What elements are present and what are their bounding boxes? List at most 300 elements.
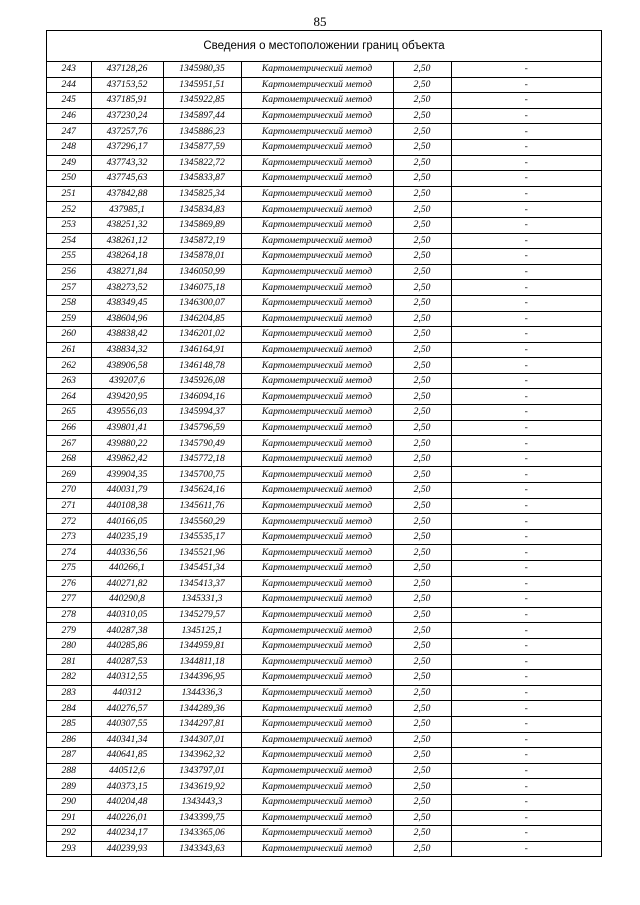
- method-cell: Картометрический метод: [241, 638, 393, 654]
- point-number-cell: 282: [47, 670, 91, 686]
- note-cell: -: [451, 295, 601, 311]
- y-coordinate-cell: 1345413,37: [163, 576, 241, 592]
- point-number-cell: 289: [47, 779, 91, 795]
- note-cell: -: [451, 420, 601, 436]
- table-row: [47, 202, 601, 218]
- note-cell: -: [451, 810, 601, 826]
- method-cell: Картометрический метод: [241, 420, 393, 436]
- note-cell: -: [451, 670, 601, 686]
- y-coordinate-cell: 1345951,51: [163, 77, 241, 93]
- accuracy-cell: 2,50: [393, 217, 451, 233]
- accuracy-cell: 2,50: [393, 155, 451, 171]
- method-cell: Картометрический метод: [241, 233, 393, 249]
- method-cell: Картометрический метод: [241, 93, 393, 109]
- point-number-cell: 262: [47, 358, 91, 374]
- accuracy-cell: 2,50: [393, 280, 451, 296]
- x-coordinate-cell: 439207,6: [91, 373, 163, 389]
- accuracy-cell: 2,50: [393, 186, 451, 202]
- accuracy-cell: 2,50: [393, 327, 451, 343]
- x-coordinate-cell: 440287,38: [91, 623, 163, 639]
- accuracy-cell: 2,50: [393, 358, 451, 374]
- note-cell: -: [451, 155, 601, 171]
- table-row: [47, 77, 601, 93]
- table-row: [47, 483, 601, 499]
- method-cell: Картометрический метод: [241, 841, 393, 856]
- accuracy-cell: 2,50: [393, 607, 451, 623]
- method-cell: Картометрический метод: [241, 763, 393, 779]
- table-row: [47, 779, 601, 795]
- accuracy-cell: 2,50: [393, 139, 451, 155]
- accuracy-cell: 2,50: [393, 529, 451, 545]
- method-cell: Картометрический метод: [241, 592, 393, 608]
- point-number-cell: 255: [47, 249, 91, 265]
- x-coordinate-cell: 440204,48: [91, 794, 163, 810]
- table-row: [47, 514, 601, 530]
- method-cell: Картометрический метод: [241, 405, 393, 421]
- method-cell: Картометрический метод: [241, 810, 393, 826]
- method-cell: Картометрический метод: [241, 467, 393, 483]
- note-cell: -: [451, 202, 601, 218]
- note-cell: -: [451, 249, 601, 265]
- method-cell: Картометрический метод: [241, 576, 393, 592]
- table-row: [47, 670, 601, 686]
- note-cell: -: [451, 841, 601, 856]
- note-cell: -: [451, 701, 601, 717]
- x-coordinate-cell: 437743,32: [91, 155, 163, 171]
- table-row: [47, 217, 601, 233]
- x-coordinate-cell: 437745,63: [91, 171, 163, 187]
- x-coordinate-cell: 438834,32: [91, 342, 163, 358]
- accuracy-cell: 2,50: [393, 124, 451, 140]
- note-cell: -: [451, 124, 601, 140]
- x-coordinate-cell: 437230,24: [91, 108, 163, 124]
- point-number-cell: 247: [47, 124, 91, 140]
- accuracy-cell: 2,50: [393, 202, 451, 218]
- table-row: [47, 826, 601, 842]
- accuracy-cell: 2,50: [393, 108, 451, 124]
- accuracy-cell: 2,50: [393, 498, 451, 514]
- accuracy-cell: 2,50: [393, 810, 451, 826]
- point-number-cell: 254: [47, 233, 91, 249]
- y-coordinate-cell: 1345125,1: [163, 623, 241, 639]
- point-number-cell: 275: [47, 561, 91, 577]
- x-coordinate-cell: 439556,03: [91, 405, 163, 421]
- y-coordinate-cell: 1346164,91: [163, 342, 241, 358]
- accuracy-cell: 2,50: [393, 561, 451, 577]
- note-cell: -: [451, 592, 601, 608]
- y-coordinate-cell: 1346300,07: [163, 295, 241, 311]
- accuracy-cell: 2,50: [393, 592, 451, 608]
- table-row: [47, 685, 601, 701]
- table-row: [47, 327, 601, 343]
- x-coordinate-cell: 440512,6: [91, 763, 163, 779]
- point-number-cell: 279: [47, 623, 91, 639]
- accuracy-cell: 2,50: [393, 405, 451, 421]
- y-coordinate-cell: 1344396,95: [163, 670, 241, 686]
- method-cell: Картометрический метод: [241, 748, 393, 764]
- table-row: [47, 545, 601, 561]
- table-header: Сведения о местоположении границ объекта: [47, 31, 601, 62]
- table-row: [47, 576, 601, 592]
- y-coordinate-cell: 1345822,72: [163, 155, 241, 171]
- table-row: [47, 498, 601, 514]
- x-coordinate-cell: 440287,53: [91, 654, 163, 670]
- point-number-cell: 292: [47, 826, 91, 842]
- y-coordinate-cell: 1345535,17: [163, 529, 241, 545]
- page-number: 85: [313, 14, 327, 29]
- point-number-cell: 244: [47, 77, 91, 93]
- y-coordinate-cell: 1346204,85: [163, 311, 241, 327]
- table-row: [47, 467, 601, 483]
- point-number-cell: 261: [47, 342, 91, 358]
- y-coordinate-cell: 1344289,36: [163, 701, 241, 717]
- x-coordinate-cell: 438273,52: [91, 280, 163, 296]
- method-cell: Картометрический метод: [241, 436, 393, 452]
- accuracy-cell: 2,50: [393, 233, 451, 249]
- y-coordinate-cell: 1345922,85: [163, 93, 241, 109]
- note-cell: -: [451, 545, 601, 561]
- y-coordinate-cell: 1343443,3: [163, 794, 241, 810]
- y-coordinate-cell: 1346148,78: [163, 358, 241, 374]
- x-coordinate-cell: 440310,05: [91, 607, 163, 623]
- method-cell: Картометрический метод: [241, 498, 393, 514]
- note-cell: -: [451, 389, 601, 405]
- accuracy-cell: 2,50: [393, 467, 451, 483]
- point-number-cell: 248: [47, 139, 91, 155]
- table-row: [47, 623, 601, 639]
- note-cell: -: [451, 77, 601, 93]
- x-coordinate-cell: 437128,26: [91, 62, 163, 77]
- y-coordinate-cell: 1343797,01: [163, 763, 241, 779]
- y-coordinate-cell: 1345451,34: [163, 561, 241, 577]
- table-row: [47, 732, 601, 748]
- note-cell: -: [451, 607, 601, 623]
- note-cell: -: [451, 794, 601, 810]
- table-row: [47, 171, 601, 187]
- accuracy-cell: 2,50: [393, 264, 451, 280]
- y-coordinate-cell: 1345790,49: [163, 436, 241, 452]
- x-coordinate-cell: 438906,58: [91, 358, 163, 374]
- note-cell: -: [451, 561, 601, 577]
- point-number-cell: 258: [47, 295, 91, 311]
- table-row: [47, 124, 601, 140]
- point-number-cell: 291: [47, 810, 91, 826]
- x-coordinate-cell: 440235,19: [91, 529, 163, 545]
- y-coordinate-cell: 1343365,06: [163, 826, 241, 842]
- table-row: [47, 654, 601, 670]
- point-number-cell: 256: [47, 264, 91, 280]
- x-coordinate-cell: 437153,52: [91, 77, 163, 93]
- note-cell: -: [451, 826, 601, 842]
- note-cell: -: [451, 654, 601, 670]
- note-cell: -: [451, 498, 601, 514]
- accuracy-cell: 2,50: [393, 748, 451, 764]
- y-coordinate-cell: 1345877,59: [163, 139, 241, 155]
- table-row: [47, 249, 601, 265]
- point-number-cell: 277: [47, 592, 91, 608]
- point-number-cell: 288: [47, 763, 91, 779]
- y-coordinate-cell: 1346050,99: [163, 264, 241, 280]
- method-cell: Картометрический метод: [241, 358, 393, 374]
- point-number-cell: 269: [47, 467, 91, 483]
- x-coordinate-cell: 440341,34: [91, 732, 163, 748]
- accuracy-cell: 2,50: [393, 841, 451, 856]
- table-row: [47, 373, 601, 389]
- coordinates-table-body: [47, 62, 601, 856]
- x-coordinate-cell: 440312,55: [91, 670, 163, 686]
- y-coordinate-cell: 1345825,34: [163, 186, 241, 202]
- point-number-cell: 273: [47, 529, 91, 545]
- y-coordinate-cell: 1345772,18: [163, 451, 241, 467]
- y-coordinate-cell: 1345878,01: [163, 249, 241, 265]
- method-cell: Картометрический метод: [241, 264, 393, 280]
- point-number-cell: 263: [47, 373, 91, 389]
- point-number-cell: 249: [47, 155, 91, 171]
- note-cell: -: [451, 280, 601, 296]
- table-row: [47, 108, 601, 124]
- table-row: [47, 139, 601, 155]
- note-cell: -: [451, 436, 601, 452]
- table-row: [47, 529, 601, 545]
- note-cell: -: [451, 623, 601, 639]
- y-coordinate-cell: 1345886,23: [163, 124, 241, 140]
- method-cell: Картометрический метод: [241, 124, 393, 140]
- boundary-table-frame: [46, 30, 602, 857]
- x-coordinate-cell: 440266,1: [91, 561, 163, 577]
- point-number-cell: 280: [47, 638, 91, 654]
- y-coordinate-cell: 1344959,81: [163, 638, 241, 654]
- table-row: [47, 763, 601, 779]
- x-coordinate-cell: 440234,17: [91, 826, 163, 842]
- y-coordinate-cell: 1345279,57: [163, 607, 241, 623]
- x-coordinate-cell: 437985,1: [91, 202, 163, 218]
- x-coordinate-cell: 437842,88: [91, 186, 163, 202]
- method-cell: Картометрический метод: [241, 217, 393, 233]
- note-cell: -: [451, 514, 601, 530]
- accuracy-cell: 2,50: [393, 514, 451, 530]
- y-coordinate-cell: 1345624,16: [163, 483, 241, 499]
- accuracy-cell: 2,50: [393, 62, 451, 77]
- table-row: [47, 451, 601, 467]
- y-coordinate-cell: 1345897,44: [163, 108, 241, 124]
- note-cell: -: [451, 373, 601, 389]
- note-cell: -: [451, 217, 601, 233]
- x-coordinate-cell: 440226,01: [91, 810, 163, 826]
- table-row: [47, 638, 601, 654]
- point-number-cell: 290: [47, 794, 91, 810]
- method-cell: Картометрический метод: [241, 794, 393, 810]
- x-coordinate-cell: 440290,8: [91, 592, 163, 608]
- method-cell: Картометрический метод: [241, 529, 393, 545]
- method-cell: Картометрический метод: [241, 186, 393, 202]
- note-cell: -: [451, 763, 601, 779]
- point-number-cell: 266: [47, 420, 91, 436]
- accuracy-cell: 2,50: [393, 623, 451, 639]
- accuracy-cell: 2,50: [393, 826, 451, 842]
- table-row: [47, 436, 601, 452]
- accuracy-cell: 2,50: [393, 654, 451, 670]
- x-coordinate-cell: 438271,84: [91, 264, 163, 280]
- table-row: [47, 420, 601, 436]
- table-row: [47, 561, 601, 577]
- method-cell: Картометрический метод: [241, 202, 393, 218]
- note-cell: -: [451, 108, 601, 124]
- x-coordinate-cell: 439880,22: [91, 436, 163, 452]
- point-number-cell: 253: [47, 217, 91, 233]
- method-cell: Картометрический метод: [241, 514, 393, 530]
- accuracy-cell: 2,50: [393, 420, 451, 436]
- table-row: [47, 280, 601, 296]
- x-coordinate-cell: 440031,79: [91, 483, 163, 499]
- x-coordinate-cell: 440276,57: [91, 701, 163, 717]
- table-row: [47, 841, 601, 856]
- method-cell: Картометрический метод: [241, 77, 393, 93]
- method-cell: Картометрический метод: [241, 483, 393, 499]
- method-cell: Картометрический метод: [241, 826, 393, 842]
- y-coordinate-cell: 1345994,37: [163, 405, 241, 421]
- y-coordinate-cell: 1345872,19: [163, 233, 241, 249]
- table-row: [47, 794, 601, 810]
- table-row: [47, 358, 601, 374]
- method-cell: Картометрический метод: [241, 327, 393, 343]
- note-cell: -: [451, 483, 601, 499]
- point-number-cell: 246: [47, 108, 91, 124]
- method-cell: Картометрический метод: [241, 389, 393, 405]
- note-cell: -: [451, 233, 601, 249]
- point-number-cell: 287: [47, 748, 91, 764]
- note-cell: -: [451, 779, 601, 795]
- y-coordinate-cell: 1345611,76: [163, 498, 241, 514]
- y-coordinate-cell: 1345700,75: [163, 467, 241, 483]
- x-coordinate-cell: 438261,12: [91, 233, 163, 249]
- note-cell: -: [451, 529, 601, 545]
- method-cell: Картометрический метод: [241, 373, 393, 389]
- x-coordinate-cell: 437185,91: [91, 93, 163, 109]
- y-coordinate-cell: 1345331,3: [163, 592, 241, 608]
- table-row: [47, 93, 601, 109]
- accuracy-cell: 2,50: [393, 576, 451, 592]
- x-coordinate-cell: 440641,85: [91, 748, 163, 764]
- note-cell: -: [451, 358, 601, 374]
- method-cell: Картометрический метод: [241, 654, 393, 670]
- method-cell: Картометрический метод: [241, 295, 393, 311]
- point-number-cell: 285: [47, 716, 91, 732]
- point-number-cell: 293: [47, 841, 91, 856]
- note-cell: -: [451, 576, 601, 592]
- y-coordinate-cell: 1343619,92: [163, 779, 241, 795]
- point-number-cell: 284: [47, 701, 91, 717]
- point-number-cell: 245: [47, 93, 91, 109]
- point-number-cell: 276: [47, 576, 91, 592]
- accuracy-cell: 2,50: [393, 342, 451, 358]
- x-coordinate-cell: 438251,32: [91, 217, 163, 233]
- note-cell: -: [451, 186, 601, 202]
- point-number-cell: 259: [47, 311, 91, 327]
- point-number-cell: 281: [47, 654, 91, 670]
- accuracy-cell: 2,50: [393, 670, 451, 686]
- point-number-cell: 250: [47, 171, 91, 187]
- accuracy-cell: 2,50: [393, 638, 451, 654]
- x-coordinate-cell: 438604,96: [91, 311, 163, 327]
- x-coordinate-cell: 440108,38: [91, 498, 163, 514]
- note-cell: -: [451, 716, 601, 732]
- y-coordinate-cell: 1345521,96: [163, 545, 241, 561]
- method-cell: Картометрический метод: [241, 716, 393, 732]
- method-cell: Картометрический метод: [241, 561, 393, 577]
- y-coordinate-cell: 1343962,32: [163, 748, 241, 764]
- y-coordinate-cell: 1346094,16: [163, 389, 241, 405]
- note-cell: -: [451, 93, 601, 109]
- x-coordinate-cell: 440307,55: [91, 716, 163, 732]
- accuracy-cell: 2,50: [393, 779, 451, 795]
- method-cell: Картометрический метод: [241, 451, 393, 467]
- point-number-cell: 270: [47, 483, 91, 499]
- table-row: [47, 342, 601, 358]
- point-number-cell: 251: [47, 186, 91, 202]
- table-row: [47, 311, 601, 327]
- point-number-cell: 286: [47, 732, 91, 748]
- note-cell: -: [451, 732, 601, 748]
- accuracy-cell: 2,50: [393, 373, 451, 389]
- note-cell: -: [451, 685, 601, 701]
- y-coordinate-cell: 1344297,81: [163, 716, 241, 732]
- point-number-cell: 272: [47, 514, 91, 530]
- x-coordinate-cell: 440336,56: [91, 545, 163, 561]
- method-cell: Картометрический метод: [241, 62, 393, 77]
- method-cell: Картометрический метод: [241, 732, 393, 748]
- accuracy-cell: 2,50: [393, 436, 451, 452]
- point-number-cell: 252: [47, 202, 91, 218]
- y-coordinate-cell: 1343399,75: [163, 810, 241, 826]
- point-number-cell: 257: [47, 280, 91, 296]
- method-cell: Картометрический метод: [241, 171, 393, 187]
- table-row: [47, 264, 601, 280]
- point-number-cell: 264: [47, 389, 91, 405]
- method-cell: Картометрический метод: [241, 342, 393, 358]
- point-number-cell: 271: [47, 498, 91, 514]
- point-number-cell: 278: [47, 607, 91, 623]
- accuracy-cell: 2,50: [393, 701, 451, 717]
- y-coordinate-cell: 1345926,08: [163, 373, 241, 389]
- note-cell: -: [451, 405, 601, 421]
- note-cell: -: [451, 327, 601, 343]
- accuracy-cell: 2,50: [393, 77, 451, 93]
- table-row: [47, 405, 601, 421]
- accuracy-cell: 2,50: [393, 763, 451, 779]
- note-cell: -: [451, 638, 601, 654]
- note-cell: -: [451, 748, 601, 764]
- accuracy-cell: 2,50: [393, 171, 451, 187]
- x-coordinate-cell: 437257,76: [91, 124, 163, 140]
- method-cell: Картометрический метод: [241, 249, 393, 265]
- accuracy-cell: 2,50: [393, 716, 451, 732]
- accuracy-cell: 2,50: [393, 389, 451, 405]
- x-coordinate-cell: 440285,86: [91, 638, 163, 654]
- accuracy-cell: 2,50: [393, 451, 451, 467]
- method-cell: Картометрический метод: [241, 280, 393, 296]
- y-coordinate-cell: 1345980,35: [163, 62, 241, 77]
- note-cell: -: [451, 342, 601, 358]
- y-coordinate-cell: 1345833,87: [163, 171, 241, 187]
- y-coordinate-cell: 1345834,83: [163, 202, 241, 218]
- x-coordinate-cell: 440271,82: [91, 576, 163, 592]
- point-number-cell: 260: [47, 327, 91, 343]
- method-cell: Картометрический метод: [241, 701, 393, 717]
- note-cell: -: [451, 451, 601, 467]
- accuracy-cell: 2,50: [393, 311, 451, 327]
- table-row: [47, 716, 601, 732]
- method-cell: Картометрический метод: [241, 545, 393, 561]
